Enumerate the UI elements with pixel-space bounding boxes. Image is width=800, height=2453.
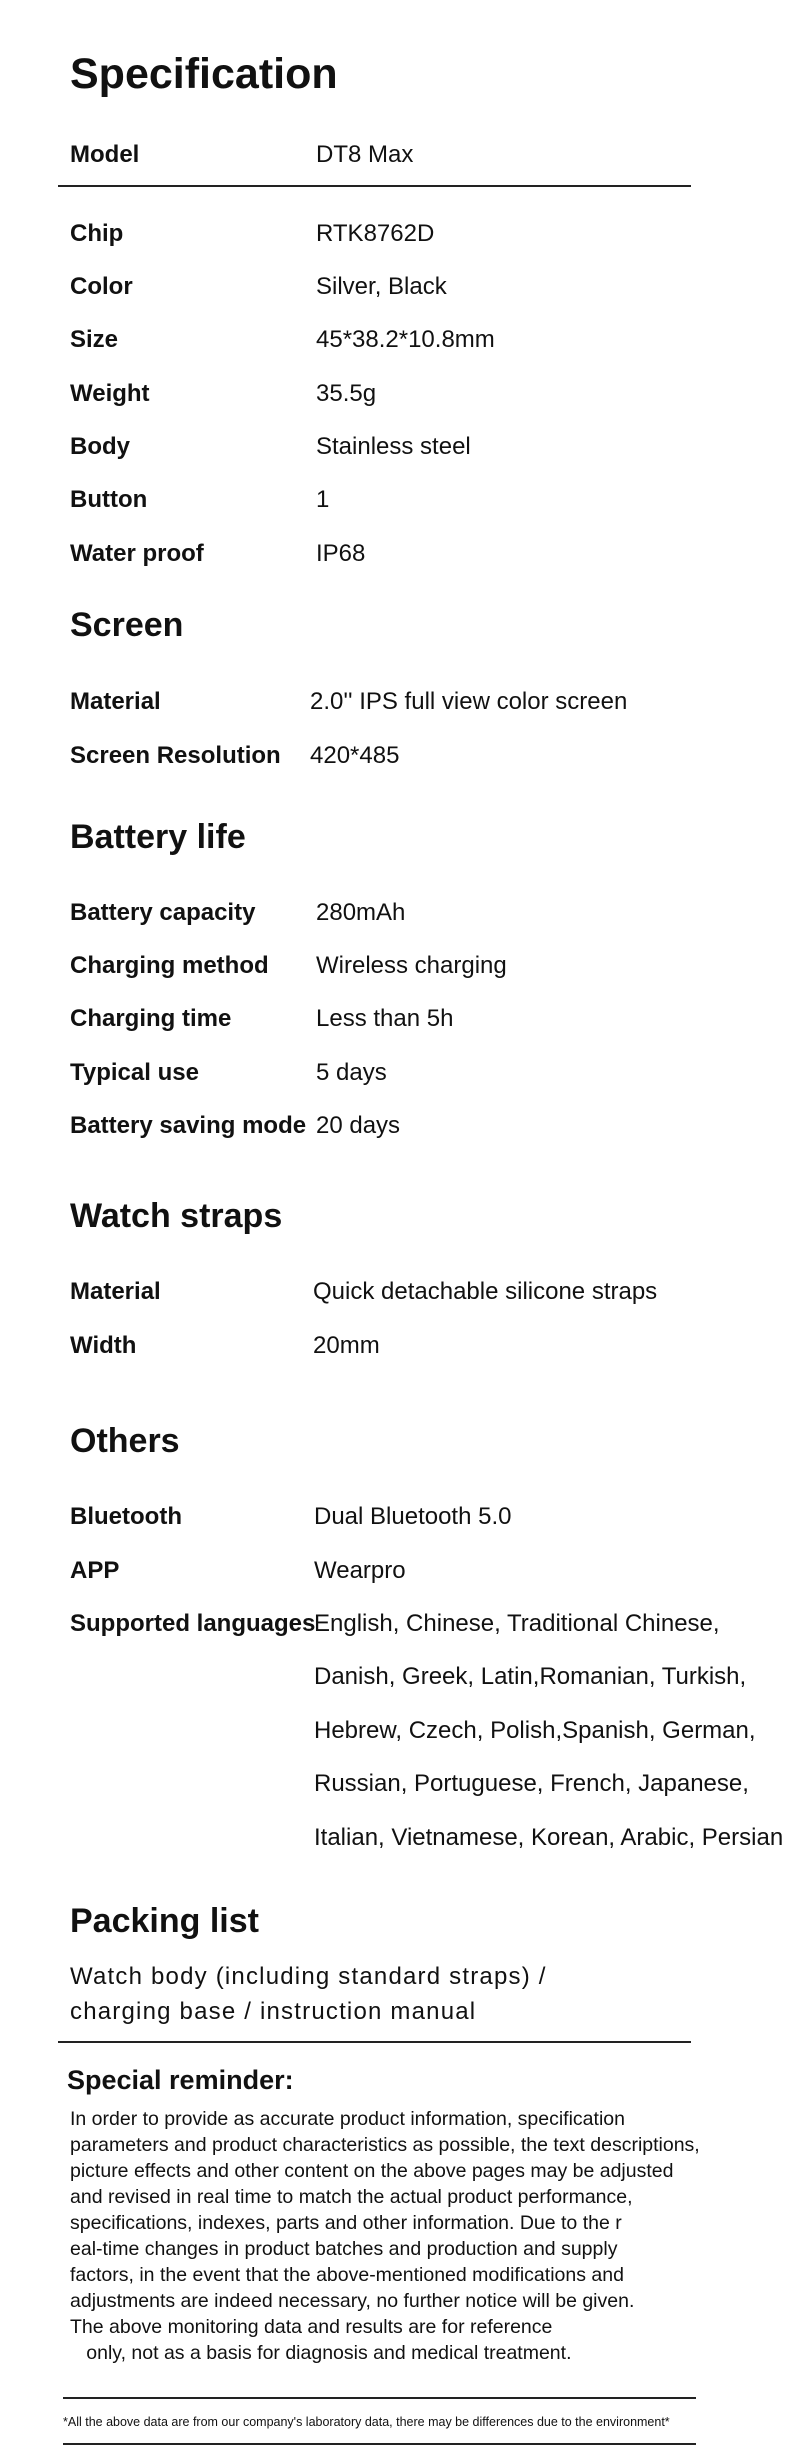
others-row-label: APP bbox=[70, 1557, 120, 1584]
reminder-line: adjustments are indeed necessary, no further notice will be given. bbox=[70, 2290, 635, 2312]
reminder-line: The above monitoring data and results are for reference bbox=[70, 2316, 553, 2338]
straps-row-label: Material bbox=[70, 1278, 161, 1305]
screen-row-value: 420*485 bbox=[310, 742, 400, 769]
screen-title: Screen bbox=[70, 606, 184, 644]
straps-row-value: Quick detachable silicone straps bbox=[313, 1278, 658, 1305]
spec-model-label: Model bbox=[70, 141, 140, 168]
spec-model-value: DT8 Max bbox=[316, 141, 414, 168]
spec-row-value: 35.5g bbox=[316, 380, 377, 407]
battery-row-value: 280mAh bbox=[316, 899, 406, 926]
languages-line: Hebrew, Czech, Polish,Spanish, German, bbox=[314, 1717, 756, 1744]
battery-row-label: Charging time bbox=[70, 1005, 232, 1032]
spec-title: Specification bbox=[70, 50, 338, 98]
reminder-line: parameters and product characteristics as possible, the text descriptions, bbox=[70, 2134, 700, 2156]
battery-row-value: Wireless charging bbox=[316, 952, 507, 979]
reminder-title: Special reminder: bbox=[67, 2065, 294, 2095]
reminder-line: factors, in the event that the above-mentioned modifications and bbox=[70, 2264, 624, 2286]
languages-line: Russian, Portuguese, French, Japanese, bbox=[314, 1770, 749, 1797]
straps-row-label: Width bbox=[70, 1332, 137, 1359]
reminder-line: only, not as a basis for diagnosis and medical treatment. bbox=[70, 2342, 572, 2364]
screen-row-label: Screen Resolution bbox=[70, 742, 281, 769]
others-title: Others bbox=[70, 1422, 180, 1460]
footnote-top-divider bbox=[63, 2397, 696, 2399]
others-row-label: Bluetooth bbox=[70, 1503, 182, 1530]
battery-title: Battery life bbox=[70, 818, 246, 856]
spec-row-label: Chip bbox=[70, 220, 124, 247]
spec-row-value: IP68 bbox=[316, 540, 366, 567]
spec-row-value: 45*38.2*10.8mm bbox=[316, 326, 495, 353]
screen-row-label: Material bbox=[70, 688, 161, 715]
languages-line: Danish, Greek, Latin,Romanian, Turkish, bbox=[314, 1663, 747, 1690]
packing-line: charging base / instruction manual bbox=[70, 1998, 477, 2025]
others-row-value: Dual Bluetooth 5.0 bbox=[314, 1503, 512, 1530]
battery-row-label: Typical use bbox=[70, 1059, 199, 1086]
reminder-line: In order to provide as accurate product information, specification bbox=[70, 2108, 625, 2130]
reminder-line: and revised in real time to match the actual product performance, bbox=[70, 2186, 633, 2208]
packing-line: Watch body (including standard straps) / bbox=[70, 1963, 547, 1990]
others-row-value: Wearpro bbox=[314, 1557, 406, 1584]
others-row-value: English, Chinese, Traditional Chinese, bbox=[314, 1610, 720, 1637]
languages-line: Italian, Vietnamese, Korean, Arabic, Persian bbox=[314, 1824, 784, 1851]
spec-row-label: Weight bbox=[70, 380, 150, 407]
others-row-label: Supported languages bbox=[70, 1610, 316, 1637]
screen-row-value: 2.0'' IPS full view color screen bbox=[310, 688, 628, 715]
spec-divider bbox=[58, 185, 691, 187]
footnote: *All the above data are from our company's laboratory data, there may be differences due to the environment* bbox=[63, 2415, 670, 2429]
reminder-line: eal-time changes in product batches and production and supply bbox=[70, 2238, 618, 2260]
straps-title: Watch straps bbox=[70, 1197, 283, 1235]
battery-row-label: Battery capacity bbox=[70, 899, 256, 926]
spec-row-value: Silver, Black bbox=[316, 273, 447, 300]
reminder-line: picture effects and other content on the above pages may be adjusted bbox=[70, 2160, 674, 2182]
battery-row-label: Battery saving mode bbox=[70, 1112, 307, 1139]
spec-row-label: Button bbox=[70, 486, 148, 513]
spec-row-label: Color bbox=[70, 273, 133, 300]
battery-row-label: Charging method bbox=[70, 952, 269, 979]
packing-divider bbox=[58, 2041, 691, 2043]
spec-row-value: 1 bbox=[316, 486, 330, 513]
packing-title: Packing list bbox=[70, 1902, 259, 1940]
straps-row-value: 20mm bbox=[313, 1332, 380, 1359]
battery-row-value: 5 days bbox=[316, 1059, 387, 1086]
spec-row-label: Size bbox=[70, 326, 119, 353]
spec-row-label: Water proof bbox=[70, 540, 204, 567]
battery-row-value: Less than 5h bbox=[316, 1005, 454, 1032]
spec-row-value: RTK8762D bbox=[316, 220, 435, 247]
battery-row-value: 20 days bbox=[316, 1112, 401, 1139]
spec-row-value: Stainless steel bbox=[316, 433, 471, 460]
spec-row-label: Body bbox=[70, 433, 130, 460]
footnote-bottom-divider bbox=[63, 2443, 696, 2445]
reminder-line: specifications, indexes, parts and other information. Due to the r bbox=[70, 2212, 622, 2234]
